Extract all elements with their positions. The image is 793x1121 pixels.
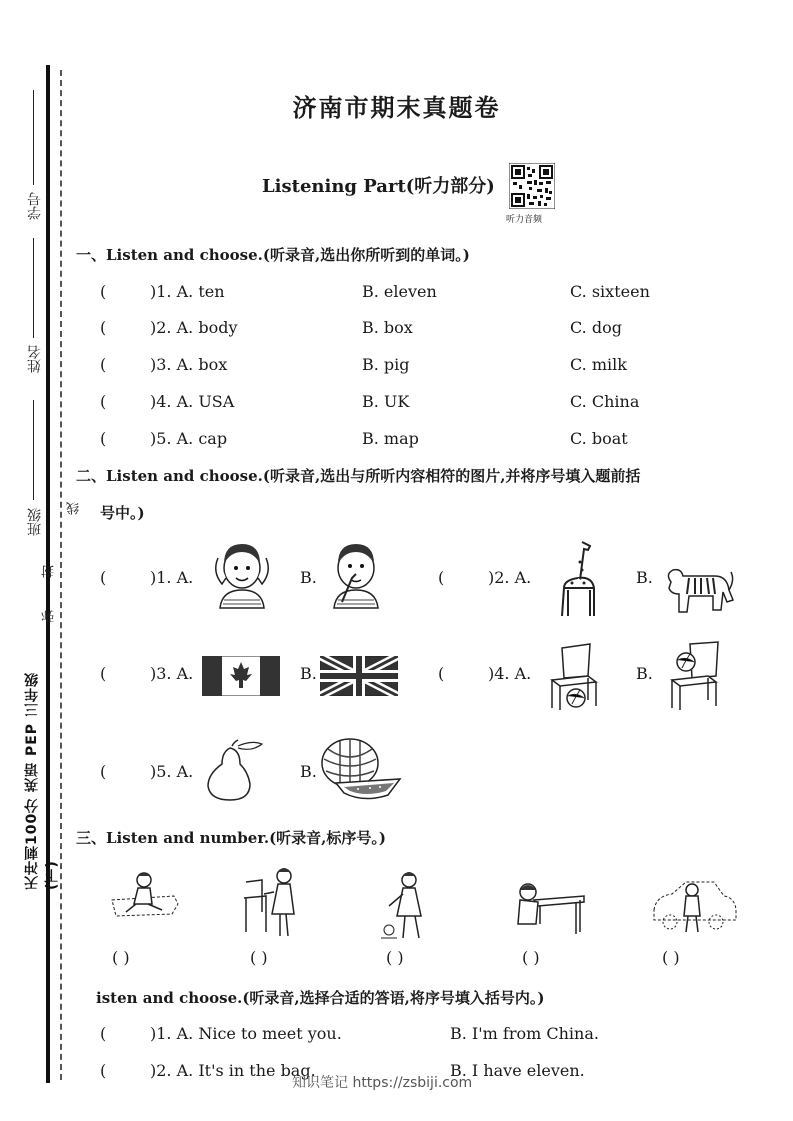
xuehao-label: 学号 <box>27 192 43 220</box>
tiger-icon <box>655 560 737 618</box>
s1-q2-option-b: B. box <box>362 318 413 337</box>
s2-q2-b-label: B. <box>636 568 653 587</box>
answer-bracket[interactable]: ( <box>438 664 445 683</box>
answer-bracket[interactable]: ( <box>100 355 107 374</box>
section-1-heading: 一、Listen and choose.(听录音,选出你所听到的单词。) <box>76 246 470 264</box>
boy-nose-icon <box>322 538 390 614</box>
s1-q4-option-b: B. UK <box>362 392 410 411</box>
girl-sitting-icon <box>108 870 182 922</box>
chair-ball-under-icon <box>544 640 606 712</box>
answer-bracket[interactable]: ( <box>100 429 107 448</box>
s2-q1-b-label: B. <box>300 568 317 587</box>
canada-flag-icon <box>202 656 280 696</box>
s1-q4-option-a: )4. A. USA <box>150 392 235 411</box>
giraffe-icon <box>552 538 602 618</box>
answer-bracket[interactable]: ( <box>100 568 107 587</box>
banji-label: 班级 <box>27 508 43 536</box>
s1-q5-option-b: B. map <box>362 429 419 448</box>
section-subtitle: Listening Part(听力部分) <box>262 176 495 197</box>
answer-bracket[interactable]: ( <box>100 664 107 683</box>
s1-q3-option-a: )3. A. box <box>150 355 228 374</box>
s1-q5-option-c: C. boat <box>570 429 628 448</box>
qr-code-icon[interactable] <box>509 163 555 209</box>
section-3-heading: 三、Listen and number.(听录音,标序号。) <box>76 829 387 847</box>
s1-q1-option-b: B. eleven <box>362 282 437 301</box>
cut-line <box>60 70 62 1080</box>
book-series-label: 天冲刺100分 英语 PEP 三年级(下) <box>24 672 60 890</box>
answer-bracket-pair[interactable]: ( ) <box>112 948 130 967</box>
s1-q1-option-a: )1. A. ten <box>150 282 225 301</box>
s1-q4-option-c: C. China <box>570 392 640 411</box>
s2-q2-label: )2. A. <box>488 568 532 587</box>
pear-icon <box>200 738 266 802</box>
s2-q4-b-label: B. <box>636 664 653 683</box>
answer-bracket[interactable]: ( <box>100 762 107 781</box>
s2-q5-label: )5. A. <box>150 762 194 781</box>
s2-q3-b-label: B. <box>300 664 317 683</box>
s1-q3-option-b: B. pig <box>362 355 410 374</box>
s4-q2-option-a: )2. A. It's in the bag. <box>150 1061 316 1080</box>
s2-q4-label: )4. A. <box>488 664 532 683</box>
section-2-heading-cont: 号中。) <box>100 504 145 522</box>
s1-q5-option-a: )5. A. cap <box>150 429 228 448</box>
answer-bracket[interactable]: ( <box>100 1061 107 1080</box>
feng-label: 封 <box>42 565 57 578</box>
s1-q2-option-a: )2. A. body <box>150 318 238 337</box>
banji-rule <box>33 400 34 500</box>
uk-flag-icon <box>320 656 398 696</box>
answer-bracket-pair[interactable]: ( ) <box>662 948 680 967</box>
s2-q1-label: )1. A. <box>150 568 194 587</box>
s1-q2-option-c: C. dog <box>570 318 622 337</box>
answer-bracket[interactable]: ( <box>100 392 107 411</box>
page-title: 济南市期末真题卷 <box>292 93 501 122</box>
xingming-rule <box>33 238 34 338</box>
s2-q3-label: )3. A. <box>150 664 194 683</box>
answer-bracket[interactable]: ( <box>100 1024 107 1043</box>
s4-q1-option-a: )1. A. Nice to meet you. <box>150 1024 342 1043</box>
watermark: 知识笔记 https://zsbiji.com <box>292 1075 473 1091</box>
boy-in-car-icon <box>648 876 740 938</box>
answer-bracket-pair[interactable]: ( ) <box>250 948 268 967</box>
chair-ball-on-icon <box>664 640 726 712</box>
answer-bracket[interactable]: ( <box>100 282 107 301</box>
section-4-heading: isten and choose.(听录音,选择合适的答语,将序号填入括号内。) <box>96 989 545 1007</box>
boy-at-desk-icon <box>510 878 586 936</box>
watermelon-icon <box>318 735 402 803</box>
answer-bracket-pair[interactable]: ( ) <box>386 948 404 967</box>
s1-q1-option-c: C. sixteen <box>570 282 650 301</box>
s4-q1-option-b: B. I'm from China. <box>450 1024 599 1043</box>
boy-ears-icon <box>208 538 276 614</box>
xingming-label: 姓名 <box>27 345 43 373</box>
mi-label: 弥 <box>42 610 57 623</box>
girl-with-ball-icon <box>375 868 439 942</box>
s1-q3-option-c: C. milk <box>570 355 627 374</box>
s4-q2-option-b: B. I have eleven. <box>450 1061 585 1080</box>
answer-bracket[interactable]: ( <box>100 318 107 337</box>
answer-bracket[interactable]: ( <box>438 568 445 587</box>
qr-caption: 听力音频 <box>506 215 543 225</box>
xian-label: 线 <box>67 502 82 515</box>
girl-near-chair-icon <box>240 862 310 940</box>
answer-bracket-pair[interactable]: ( ) <box>522 948 540 967</box>
section-2-heading: 二、Listen and choose.(听录音,选出与所听内容相符的图片,并将序号填入题前括 <box>76 467 641 485</box>
s2-q5-b-label: B. <box>300 762 317 781</box>
